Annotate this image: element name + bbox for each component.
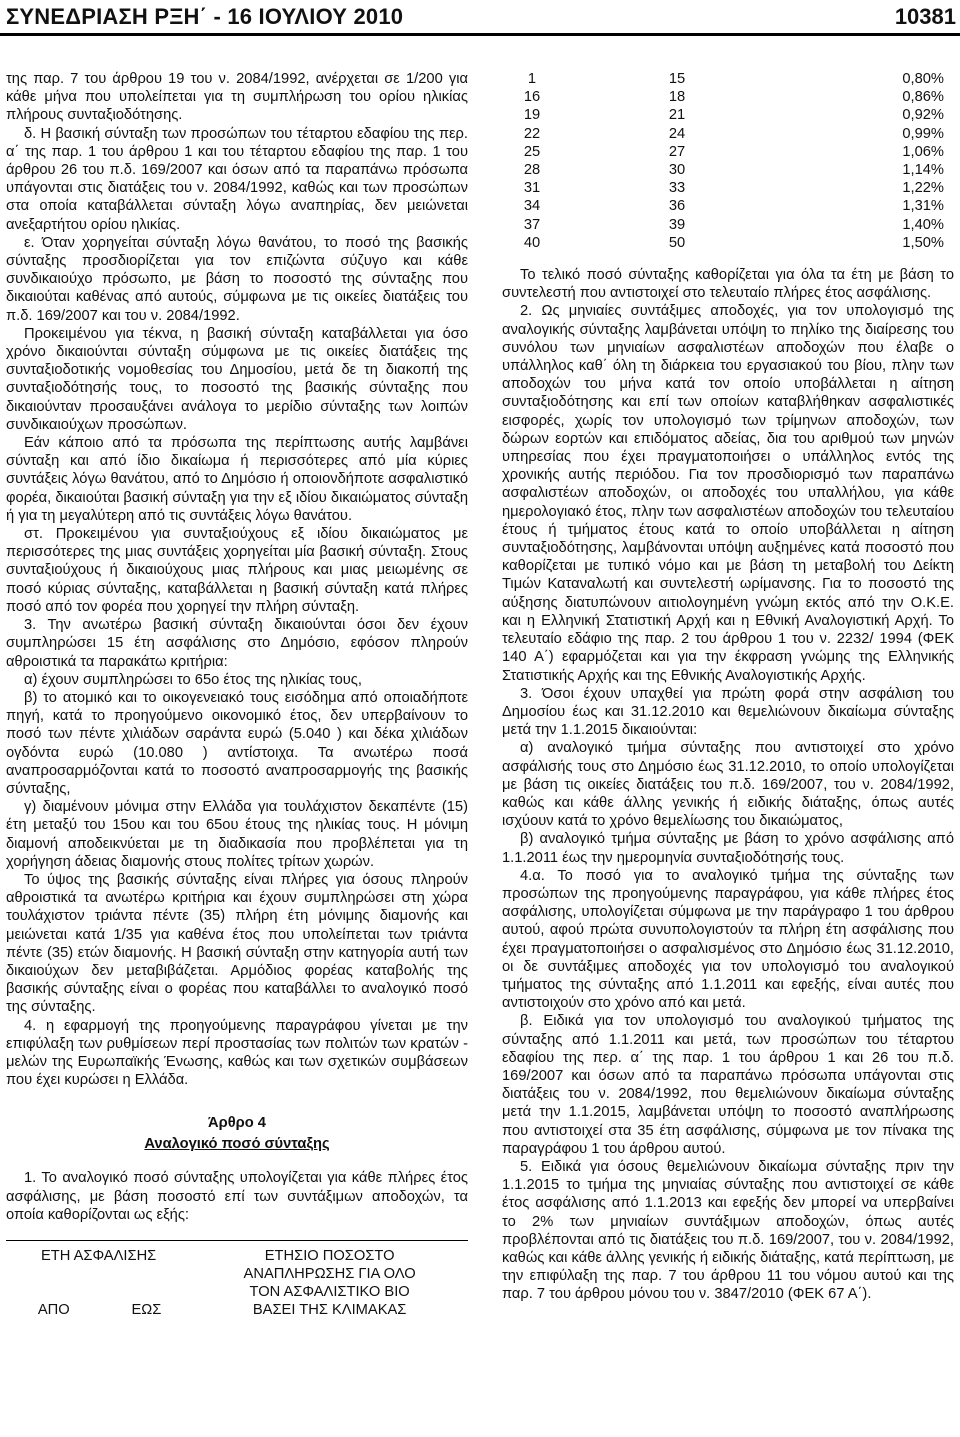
paragraph: α) αναλογικό τμήμα σύνταξης που αντιστοιχεί στο χρόνο ασφάλισής τους στο Δημόσιο έως 31.12.2010, το οποίο υπολογίζεται με βάση τις οικείες διατάξεις του π.δ. 169/2007, του ν. 2084/1992, καθώς και κάθε άλλης γενικής ή ειδικής διάταξης, όπως αυτές ισχύουν κατά το χρόνο θεμελίωσης του δικαιώματος, [502,740,954,830]
rate-value-cell: 1,40% [902,216,944,233]
rate-to-cell: 39 [668,216,686,233]
paragraph: Το ύψος της βασικής σύνταξης είναι πλήρες για όσους πληρούν αθροιστικά τα ανωτέρω κριτήρια και έχουν συμπληρώσει στη χώρα τουλάχιστον τριάντα πέντε (35) πλήρη έτη μόνιμης διαμονής και μειώνεται κατά 1/35 για καθένα έτος που υπολείπεται των τριάντα πέντε (35) ετών διαμονής. Η βασική σύνταξη στην κατηγορία αυτή των δικαιούχων δεν μεταβιβάζεται. Αρμόδιος φορέας καταβολής της βασικής σύνταξης είναι ο φορέας που καταβάλλει το αναλογικό ποσό της σύνταξης. [6,871,468,1016]
table-row [502,88,954,106]
table-row [502,197,954,215]
rate-value-cell: 0,80% [902,71,944,87]
rate-to-cell: 27 [668,143,686,160]
paragraph: 4.α. Το ποσό για το αναλογικό τμήμα της σύνταξης των προσώπων της προηγούμενης παραγράφου, για κάθε πλήρες έτος ασφάλισης, υπολογίζεται σύμφωνα με την παράγραφο 1 του άρθρου αυτού, αφού πρώτα συνυπολογιστούν τα πλήρη έτη ασφάλισης που έχει πραγματοποιήσει ο ασφαλισμένος στο Δημόσιο έως 31.12.2010, οι δε συντάξιμες αποδοχές για τον υπολογισμό του αναλογικού τμήματος της σύνταξης από 1.1.2011 και εφεξής, είναι αυτές που αντιστοιχούν στο χρόνο από και μετά. [502,867,954,1012]
table-row [502,216,954,234]
paragraph: 3. Όσοι έχουν υπαχθεί για πρώτη φορά στην ασφάλιση του Δημοσίου έως και 31.12.2010 και θεμελιώνουν δικαίωμα σύνταξης μετά την 1.1.2015 δικαιούνται: [502,685,954,739]
table-row [502,70,954,88]
to-header: ΕΩΣ [131,1301,162,1318]
table-row [502,179,954,197]
rate-from-cell: 22 [523,125,541,142]
rate-to-cell: 24 [668,125,686,142]
table-row [502,161,954,179]
rate-table [502,70,954,252]
paragraph: Το τελικό ποσό σύνταξης καθορίζεται για όλα τα έτη με βάση το συντελεστή που αντιστοιχεί στο τελευταίο πλήρες έτος ασφάλισης. [502,267,954,302]
rate-value-cell: 1,14% [902,162,944,179]
paragraph: της παρ. 7 του άρθρου 19 του ν. 2084/1992, ανέρχεται σε 1/200 για κάθε μήνα που υπολείπεται για τη συμπλήρωση του ορίου ηλικίας πλήρους συνταξιοδότησης. [6,71,468,124]
rate-from-cell: 19 [523,107,541,124]
rate-table-header [6,1240,468,1319]
rate-header-line: ΒΑΣΕΙ ΤΗΣ ΚΛΙΜΑΚΑΣ [252,1301,407,1318]
page-header [0,0,960,34]
rate-to-cell: 30 [668,162,686,179]
article-title: Άρθρο 4 [208,1115,266,1132]
paragraph: Εάν κάποιο από τα πρόσωπα της περίπτωσης αυτής λαμβάνει σύνταξη και από ίδιο δικαίωμα ή περισσότερες από μία κύριες συντάξεις λόγω θανάτου, από το Δημόσιο ή οποιονδήποτε ασφαλιστικό φορέα, δικαιούται βασική σύνταξη για την εξ ιδίου δικαιώματος σύνταξη ή για τη μεγαλύτερη από τις συντάξεις λόγω θανάτου. [6,435,468,524]
paragraph: δ. Η βασική σύνταξη των προσώπων του τέταρτου εδαφίου της περ. α΄ της παρ. 1 του άρθρου 1 και του τέταρτου εδαφίου της παρ. 1 του άρθρου 26 του π.δ. 169/2007 και όσων από τα παραπάνω πρόσωπα υπάγονται στις διατάξεις του ν. 2084/1992, καθώς και των προσώπων στα οποία καταβάλλεται σύνταξη λόγω αναπηρίας, δεν μειώνεται ανεξαρτήτου ορίου ηλικίας. [6,125,468,233]
paragraph: α) έχουν συμπληρώσει το 65ο έτος της ηλικίας τους, [24,671,362,688]
rate-from-cell: 34 [523,198,541,215]
rate-from-cell: 25 [523,143,541,160]
rate-from-cell: 28 [523,162,541,179]
paragraph: 1. Το αναλογικό ποσό σύνταξης υπολογίζεται για κάθε πλήρες έτος ασφάλισης, με βάση ποσοστό επί των συντάξιμων αποδοχών, τα οποία καθορίζονται ως εξής: [6,1170,468,1223]
paragraph: στ. Προκειμένου για συνταξιούχους εξ ιδίου δικαιώματος με περισσότερες της μιας συντάξεις χορηγείται μία βασική σύνταξη. Στους συνταξιούχους ή δικαιούχους μιας πλήρους και μιας μειωμένης σε ποσό κύριας σύνταξης, καταβάλλεται η βασική σύνταξη κατά πλήρες ποσό από τον φορέα που χορηγεί την πλήρη σύνταξη. [6,526,468,615]
rate-to-cell: 21 [668,107,686,124]
paragraph: β) το ατομικό και το οικογενειακό τους εισόδημα από οποιαδήποτε πηγή, κατά το προηγούμενο οικονομικό έτος, δεν υπερβαίνουν το ποσό των πέντε χιλιάδων σαράντα ευρώ (5.040 ) και δέκα χιλιάδων ογδόντα ευρώ (10.080 ) αντίστοιχα. Τα ανωτέρω ποσά αναπροσαρμόζονται κατά το ποσοστό αναπροσαρμογής της βασικής σύνταξης, [6,689,468,797]
left-column [6,70,468,1319]
years-header: ΕΤΗ ΑΣΦΑΛΙΣΗΣ [40,1247,157,1264]
paragraph: 5. Ειδικά για όσους θεμελιώνουν δικαίωμα σύνταξης πριν την 1.1.2015 το τμήμα της μηνιαίας σύνταξης που αντιστοιχεί σε κάθε έτος ασφάλισης από 1.1.2013 και εφεξής δεν μπορεί να υπερβαίνει το 2% των μηνιαίων συντάξιμων αποδοχών, όπως αυτές προβλέπονται από τις διατάξεις του π.δ. 169/2007, του ν. 2084/1992, καθώς και κάθε άλλης γενικής ή ειδικής διάταξης, κατά περίπτωση, με την επιφύλαξη της παρ. 7 του άρθρου 11 του νόμου αυτού και της παρ. 7 του άρθρου μόνου του ν. 3847/2010 (ΦΕΚ 67 Α΄). [502,1158,954,1303]
rate-to-cell: 50 [668,234,686,251]
rate-header-line: ΤΟΝ ΑΣΦΑΛΙΣΤΙΚΟ ΒΙΟ [249,1283,410,1300]
rate-value-cell: 1,06% [902,143,944,160]
session-title: ΣΥΝΕΔΡΙΑΣΗ ΡΞΗ΄ - 16 ΙΟΥΛΙΟΥ 2010 [6,4,404,29]
page-number: 10381 [894,4,956,29]
rate-to-cell: 36 [668,198,686,215]
rate-from-cell: 1 [527,71,537,87]
rate-value-cell: 0,86% [902,89,944,106]
from-header: ΑΠΟ [37,1301,70,1318]
rate-to-cell: 18 [668,89,686,106]
rate-value-cell: 1,31% [902,198,944,215]
paragraph: 4. η εφαρμογή της προηγούμενης παραγράφου γίνεται με την επιφύλαξη των ρυθμίσεων περί προστασίας των πολιτών των κρατών - μελών της Ευρωπαϊκής Ένωσης, καθώς και των σχετικών συμβάσεων που έχει κυρώσει η Ελλάδα. [6,1017,468,1089]
table-row [502,234,954,252]
rate-header-line: ΕΤΗΣΙΟ ΠΟΣΟΣΤΟ [264,1247,395,1264]
rate-header-line: ΑΝΑΠΛΗΡΩΣΗΣ ΓΙΑ ΟΛΟ [243,1265,416,1282]
paragraph: 2. Ως μηνιαίες συντάξιμες αποδοχές, για τον υπολογισμό της αναλογικής σύνταξης λαμβάνεται υπόψη το πηλίκο της διαίρεσης του συνόλου των μηνιαίων ασφαλιστέων αποδοχών που έλαβε ο υπάλληλος καθ΄ όλη τη διάρκεια του εργασιακού του βίου, πλην των αποδοχών του μήνα κατά τον οποίο υποβάλλεται η αίτηση συνταξιοδότησης και επί των οποίων καταβλήθηκαν ασφαλιστικές εισφορές, χωρίς τον υπολογισμό των τρίμηνων αποδοχών, των δώρων εορτών και επιδόματος αδείας, δια του αριθμού των μηνών υπηρεσίας που έχει πραγματοποιήσει ο υπάλληλος εντός της χρονικής αυτής περιόδου. Για τον προσδιορισμό των παραπάνω ασφαλιστέων αποδοχών, οι αποδοχές του υπαλλήλου, για κάθε ημερολογιακό έτος, πλην των ασφαλιστέων αποδοχών του τελευταίου έτους ή τμήματος έτους κατά το οποίο υποβάλλεται η αίτηση συνταξιοδότησης, λαμβάνονται υπόψη αυξημένες κατά ποσοστό που καθορίζεται με τυπικό νόμο και με βάση τη μεταβολή του Δείκτη Τιμών Καταναλωτή και συντελεστή ωρίμανσης. Για το ποσοστό της αύξησης διατυπώνουν αιτιολογημένη γνώμη εκτός από την Ο.Κ.Ε. και η Ελληνική Στατιστική Αρχή και η Εθνική Αναλογιστική Αρχή. Το τελευταίο εδάφιο της παρ. 2 του άρθρου 1 του ν. 2232/ 1994 (ΦΕΚ 140 Α΄) εφαρμόζεται και για την έκφραση γνώμης της Ελληνικής Στατιστικής Αρχής και της Εθνικής Αναλογιστικής Αρχής. [502,303,954,684]
table-row [502,106,954,124]
header-rule [0,33,960,36]
rate-value-cell: 0,92% [902,107,944,124]
rate-from-cell: 31 [523,180,541,197]
rate-value-cell: 1,22% [902,180,944,197]
paragraph: ε. Όταν χορηγείται σύνταξη λόγω θανάτου, το ποσό της βασικής σύνταξης προσδιορίζεται για τον επιζώντα σύζυγο και κάθε συνδικαιούχο πρόσωπο, με βάση το ποσοστό της σύνταξης που δικαιούται καθένας από αυτούς, σύμφωνα με τις οικείες διατάξεις του π.δ. 169/2007 και του ν. 2084/1992. [6,234,468,324]
article-subtitle: Αναλογικό ποσό σύνταξης [144,1136,330,1153]
paragraph: β) αναλογικό τμήμα σύνταξης με βάση το χρόνο ασφάλισης από 1.1.2011 έως την ημερομηνία συνταξιοδότησής τους. [502,831,954,866]
paragraph: γ) διαμένουν μόνιμα στην Ελλάδα για τουλάχιστον δεκαπέντε (15) έτη μεταξύ του 15ου και του 65ου έτους της ηλικίας τους. Η μόνιμη διαμονή αποδεικνύεται με τη διαδικασία που προβλέπεται για τη χορήγηση άδειας διαμονής στους πολίτες τρίτων χωρών. [6,799,468,870]
rate-value-cell: 1,50% [902,234,944,251]
paragraph: Προκειμένου για τέκνα, η βασική σύνταξη καταβάλλεται για όσο χρόνο δικαιούνται σύνταξη σύμφωνα με τις οικείες διατάξεις της συνταξιοδοτικής νομοθεσίας του Δημοσίου, μετά δε τη διακοπή της συνταξιοδότησής τους, το ποσοστό της βασικής σύνταξης που δικαιούνταν προσαυξάνει ανάλογα το μερίδιο σύνταξης των λοιπών συνδικαιούχων προσώπων. [6,325,468,433]
rate-from-cell: 16 [523,89,541,106]
rate-from-cell: 40 [523,234,541,251]
rate-value-cell: 0,99% [902,125,944,142]
rate-to-cell: 33 [668,180,686,197]
paragraph: 3. Την ανωτέρω βασική σύνταξη δικαιούνται όσοι δεν έχουν συμπληρώσει 15 έτη ασφάλισης στο Δημόσιο, εφόσον πληρούν αθροιστικά τα παρακάτω κριτήρια: [6,617,468,670]
rate-from-cell: 37 [523,216,541,233]
table-row [502,143,954,161]
right-column [502,70,954,1304]
table-row [502,125,954,143]
rate-to-cell: 15 [668,71,686,87]
paragraph: β. Ειδικά για τον υπολογισμό του αναλογικού τμήματος της σύνταξης από 1.1.2011 και μετά, των προσώπων του τέταρτου εδαφίου της περ. α΄ της παρ. 1 του άρθρου 1 και 26 του π.δ. 169/2007 και όσων από τα παραπάνω πρόσωπα υπάγονται στις διατάξεις του ν. 2084/1992, που θεμελιώνουν δικαίωμα σύνταξης μετά την 1.1.2015, λαμβάνεται υπόψη το ποσοστό αναπλήρωσης που αντιστοιχεί στα 35 έτη ασφάλισης, σύμφωνα με τον πίνακα της παραγράφου 1 του άρθρου αυτού. [502,1013,954,1157]
